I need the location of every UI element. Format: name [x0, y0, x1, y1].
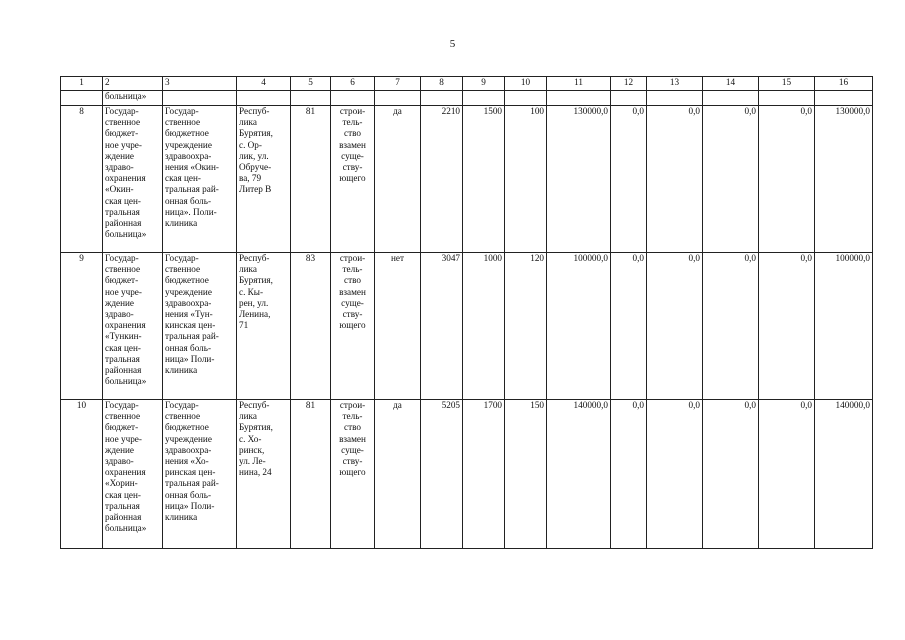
- table-cell: 0,0: [703, 106, 759, 253]
- table-cell: 0,0: [647, 106, 703, 253]
- column-header: 16: [815, 77, 873, 91]
- table-cell: [505, 91, 547, 106]
- table-cell: нет: [375, 253, 421, 400]
- table-cell: 0,0: [647, 253, 703, 400]
- row-number: 10: [61, 400, 103, 549]
- table-cell: 0,0: [611, 400, 647, 549]
- table-cell: [421, 91, 463, 106]
- table-cell: 83: [291, 253, 331, 400]
- table-cell: 0,0: [759, 106, 815, 253]
- facilities-table: [60, 76, 873, 549]
- institution-cell: Государ- ственное бюджет- ное учре- ждение здраво- охранения «Тункин- ская цен- тральная районная больница»: [103, 253, 163, 400]
- column-header: 12: [611, 77, 647, 91]
- table-cell: [611, 91, 647, 106]
- table-cell: да: [375, 106, 421, 253]
- table-cell: 1000: [463, 253, 505, 400]
- construction-type-cell: строи- тель- ство взамен суще- ству- ющего: [331, 106, 375, 253]
- table-cell: 0,0: [647, 400, 703, 549]
- column-header: 5: [291, 77, 331, 91]
- table-cell: [703, 91, 759, 106]
- table-cell: 0,0: [703, 253, 759, 400]
- table-row: [61, 253, 873, 400]
- table-cell: [547, 91, 611, 106]
- table-cell: 140000,0: [815, 400, 873, 549]
- table-cell: 81: [291, 106, 331, 253]
- address-cell: Респуб- лика Бурятия, с. Кы- рен, ул. Ленина, 71: [237, 253, 291, 400]
- address-cell: Респуб- лика Бурятия, с. Ор- лик, ул. Обруче- ва, 79 Литер В: [237, 106, 291, 253]
- table-cell: [163, 91, 237, 106]
- table-cell: 100000,0: [547, 253, 611, 400]
- table-cell: [815, 91, 873, 106]
- table-cell: 2210: [421, 106, 463, 253]
- column-number-row: [61, 77, 873, 91]
- column-header: 9: [463, 77, 505, 91]
- table-cell: 130000,0: [547, 106, 611, 253]
- table-cell: 1500: [463, 106, 505, 253]
- table-row: [61, 106, 873, 253]
- table-cell: [463, 91, 505, 106]
- table-cell: 0,0: [611, 253, 647, 400]
- table-cell: [331, 91, 375, 106]
- column-header: 1: [61, 77, 103, 91]
- column-header: 11: [547, 77, 611, 91]
- page-number: 5: [449, 38, 456, 50]
- institution-cell: Государ- ственное бюджет- ное учре- ждение здраво- охранения «Окин- ская цен- тральная районная больница»: [103, 106, 163, 253]
- table-cell: 100000,0: [815, 253, 873, 400]
- continuation-row: [61, 91, 873, 106]
- row-number: 9: [61, 253, 103, 400]
- column-header: 8: [421, 77, 463, 91]
- table-cell: 81: [291, 400, 331, 549]
- table-cell: 0,0: [759, 253, 815, 400]
- institution-cell: Государ- ственное бюджет- ное учре- ждение здраво- охранения «Хорин- ская цен- тральная районная больница»: [103, 400, 163, 549]
- table-cell: 3047: [421, 253, 463, 400]
- object-cell: Государ- ственное бюджетное учреждение здравоохра- нения «Тун- кинская цен- тральная рай- онная боль- ница» Поли- клиника: [163, 253, 237, 400]
- table-cell: 100: [505, 106, 547, 253]
- table-cell: да: [375, 400, 421, 549]
- object-cell: Государ- ственное бюджетное учреждение здравоохра- нения «Хо- ринская цен- тральная рай- онная боль- ница» Поли- клиника: [163, 400, 237, 549]
- construction-type-cell: строи- тель- ство взамен суще- ству- ющего: [331, 400, 375, 549]
- table-cell: [291, 91, 331, 106]
- table-cell: 150: [505, 400, 547, 549]
- column-header: 6: [331, 77, 375, 91]
- table-cell: 120: [505, 253, 547, 400]
- table-cell: [375, 91, 421, 106]
- column-header: 15: [759, 77, 815, 91]
- table-cell: [647, 91, 703, 106]
- object-cell: Государ- ственное бюджетное учреждение здравоохра- нения «Окин- ская цен- тральная рай- онная боль- ница». Поли- клиника: [163, 106, 237, 253]
- column-header: 7: [375, 77, 421, 91]
- table-cell: 0,0: [611, 106, 647, 253]
- table-row: [61, 400, 873, 549]
- column-header: 3: [163, 77, 237, 91]
- column-header: 4: [237, 77, 291, 91]
- table-cell: 130000,0: [815, 106, 873, 253]
- table-cell: 5205: [421, 400, 463, 549]
- table-cell: 0,0: [759, 400, 815, 549]
- table-cell: больница»: [103, 91, 163, 106]
- table-cell: 0,0: [703, 400, 759, 549]
- table-cell: [237, 91, 291, 106]
- column-header: 13: [647, 77, 703, 91]
- row-number: 8: [61, 106, 103, 253]
- column-header: 2: [103, 77, 163, 91]
- column-header: 10: [505, 77, 547, 91]
- address-cell: Респуб- лика Бурятия, с. Хо- ринск, ул. Ле- нина, 24: [237, 400, 291, 549]
- table-cell: [759, 91, 815, 106]
- table-cell: 140000,0: [547, 400, 611, 549]
- table-cell: [61, 91, 103, 106]
- construction-type-cell: строи- тель- ство взамен суще- ству- ющего: [331, 253, 375, 400]
- column-header: 14: [703, 77, 759, 91]
- table-cell: 1700: [463, 400, 505, 549]
